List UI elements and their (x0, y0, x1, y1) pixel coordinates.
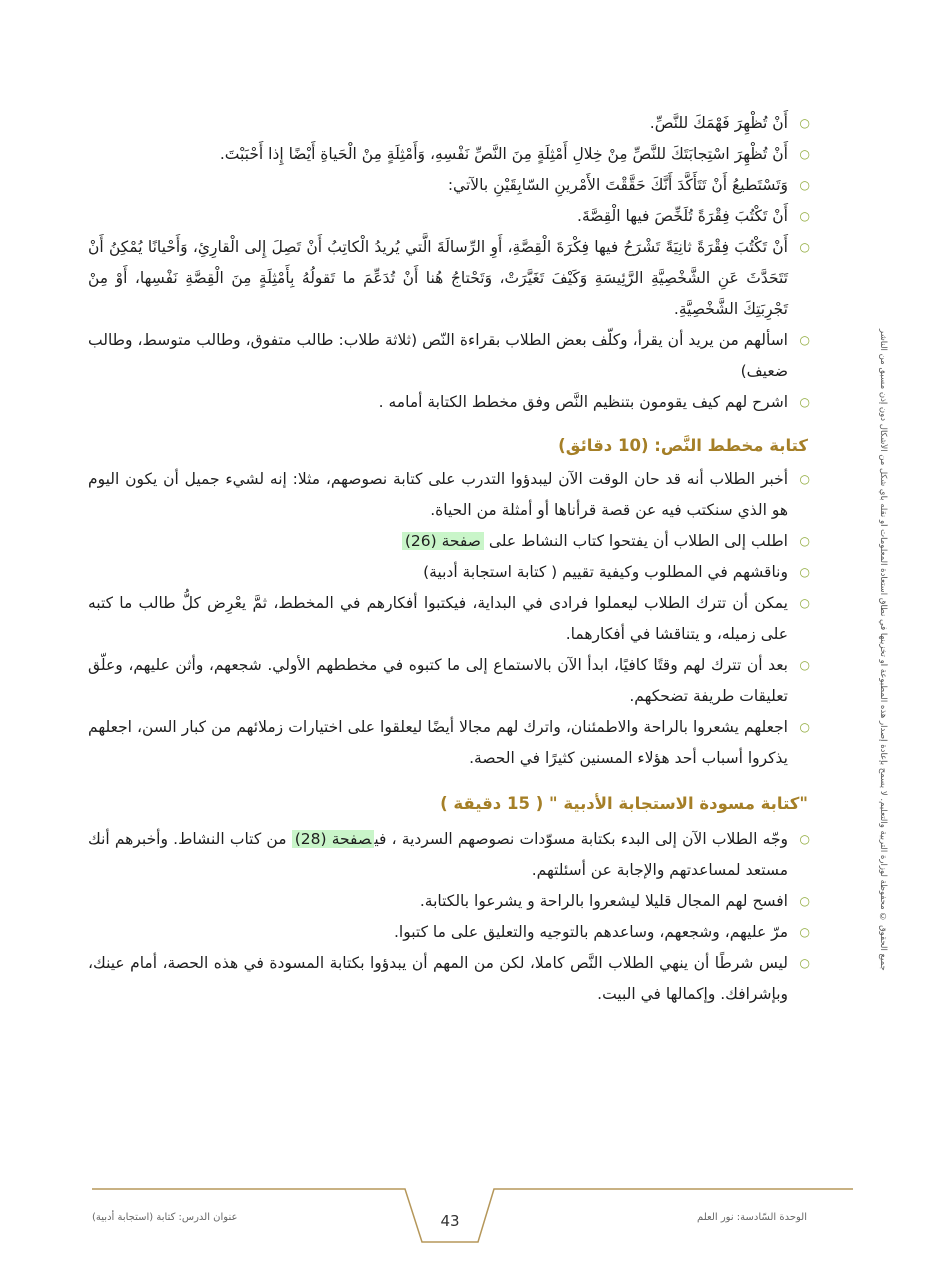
bullet-icon: ○ (799, 658, 810, 672)
bullet-icon: ○ (799, 116, 810, 130)
bullet-icon: ○ (799, 925, 810, 939)
bullet-icon: ○ (799, 894, 810, 908)
bullet-icon: ○ (799, 832, 810, 846)
section-heading-outline: كتابة مخطط النَّص: (10 دقائق) (558, 436, 808, 455)
page-reference-highlight: صفحة (26) (402, 532, 484, 550)
outline-steps-list (88, 464, 810, 774)
bullet-icon: ○ (799, 209, 810, 223)
list-item: ○ بعد أن تترك لهم وقتًا كافيًا، ابدأ الآن بالاستماع إلى ما كتبوه في مخططهم الأولي. شجعهم، وأثن عليهم، وعلّق تعليقات طريفة تضحكهم. (88, 650, 810, 712)
bullet-icon: ○ (799, 720, 810, 734)
list-item: ○ أَنْ تُظْهِرَ اسْتِجابَتَكَ للنَّصِّ مِنْ خِلالِ أَمْثِلَةٍ مِنَ النَّصِّ نَفْسِهِ، وَأَمْثِلَةٍ مِنْ الْحَياةِ أَيْضًا إِذا أَحْبَبْتَ. (88, 139, 810, 170)
list-item: ○ اشرح لهم كيف يقومون بتنظيم النَّص وفق مخطط الكتابة أمامه . (88, 387, 810, 418)
bullet-icon: ○ (799, 534, 810, 548)
list-item: ○ وناقشهم في المطلوب وكيفية تقييم ( كتابة استجابة أدبية) (88, 557, 810, 588)
list-item: ○ اسألهم من يريد أن يقرأ، وكلّف بعض الطلاب بقراءة النّص (ثلاثة طلاب: طالب متفوق، وطالب متوسط، وطالب ضعيف) (88, 325, 810, 387)
bullet-icon: ○ (799, 596, 810, 610)
list-item: ○ وجّه الطلاب الآن إلى البدء بكتابة مسوّدات نصوصهم السردية ، فيصفحة (28) من كتاب النشاط. وأخبرهم أنك مستعد لمساعدتهم والإجابة عن أسئلتهم. (88, 824, 810, 886)
list-item: ○ ليس شرطًا أن ينهي الطلاب النَّص كاملا، لكن من المهم أن يبدؤوا بكتابة المسودة في هذه الحصة، أمام عينك، وبإشرافك. وإكمالها في البيت. (88, 948, 810, 1010)
copyright-note: جميع الحقوق © محفوظة لوزارة التربية والتعليم. لا يسمح بإعادة إصدار هذه المطبوعة أو تخزينها في نطاق استعادة المعلومات أو نقله بأي شكل من الأشكال دون إذن مسبق من الناشر (878, 329, 888, 971)
list-item: ○ أخبر الطلاب أنه قد حان الوقت الآن ليبدؤوا التدرب على كتابة نصوصهم، مثلا: إنه لشيء جميل أن يكون اليوم هو الذي سنكتب فيه عن قصة قرأناها أو أمثلة من الحياة. (88, 464, 810, 526)
section-heading-draft: "كتابة مسودة الاستجابة الأدبية " ( 15 دقيقة ) (440, 794, 808, 813)
bullet-icon: ○ (799, 147, 810, 161)
list-item: ○ يمكن أن تترك الطلاب ليعملوا فرادى في البداية، فيكتبوا أفكارهم في المخطط، ثمَّ يعْرِض كلُّ طالب ما كتبه على زميله، و يتناقشا في أفكارهما. (88, 588, 810, 650)
list-item: ○ أَنْ تَكْتُبَ فِقْرَةً ثانِيَةً تَشْرَحُ فيها فِكْرَةَ الْقِصَّةِ، أَوِ الرِّسالَةَ الَّتي يُريدُ الْكاتِبُ أَنْ تَصِلَ إِلى الْقارِئِ، وَأَحْيانًا يُمْكِنُ أَنْ تَتَحَدَّثَ عَنِ الشَّخْصِيَّةِ الرَّئِيسَةِ وَكَيْفَ تَغَيَّرَتْ، وَتَحْتاجُ هُنا أَنْ تُدَعِّمَ ما تَقولُهُ بِأَمْثِلَةٍ مِنَ الْقِصَّةِ نَفْسِها، أَوْ مِنْ تَجْرِبَتِكَ الشَّخْصِيَّةِ. (88, 232, 810, 325)
bullet-icon: ○ (799, 178, 810, 192)
list-item: ○ وَتَسْتَطيعُ أَنْ تَتَأَكَّدَ أَنَّكَ حَقَّقْتَ الأَمْرينِ السّابِقَيْنِ بالآتي: (88, 170, 810, 201)
bullet-icon: ○ (799, 472, 810, 486)
list-item: ○ افسح لهم المجال قليلا ليشعروا بالراحة و يشرعوا بالكتابة. (88, 886, 810, 917)
list-item: ○ أَنْ تَكْتُبَ فِقْرَةً تُلَخِّصَ فيها الْقِصَّةَ. (88, 201, 810, 232)
bullet-icon: ○ (799, 395, 810, 409)
page-number: 43 (440, 1212, 460, 1230)
list-item: ○ مرّ عليهم، وشجعهم، وساعدهم بالتوجيه والتعليق على ما كتبوا. (88, 917, 810, 948)
list-item: ○ أَنْ تُظْهِرَ فَهْمَكَ للنَّصِّ. (88, 108, 810, 139)
bullet-icon: ○ (799, 956, 810, 970)
objectives-list (88, 108, 810, 418)
bullet-icon: ○ (799, 240, 810, 254)
list-item: ○ اطلب إلى الطلاب أن يفتحوا كتاب النشاط على صفحة (26) (88, 526, 810, 557)
list-item: ○ اجعلهم يشعروا بالراحة والاطمئنان، واترك لهم مجالا أيضًا ليعلقوا على اختيارات زملائهم من كبار السن، اجعلهم يذكروا أسباب أحد هؤلاء المسنين كثيرًا في الحصة. (88, 712, 810, 774)
footer-unit-title: الوحدة السّادسة: نور العلم (697, 1212, 807, 1223)
page-reference-highlight: صفحة (28) (292, 830, 375, 848)
footer-lesson-title: عنوان الدرس: كتابة (استجابة أدبية) (92, 1212, 238, 1223)
draft-steps-list (88, 824, 810, 1010)
bullet-icon: ○ (799, 333, 810, 347)
bullet-icon: ○ (799, 565, 810, 579)
main-content (88, 108, 810, 1010)
